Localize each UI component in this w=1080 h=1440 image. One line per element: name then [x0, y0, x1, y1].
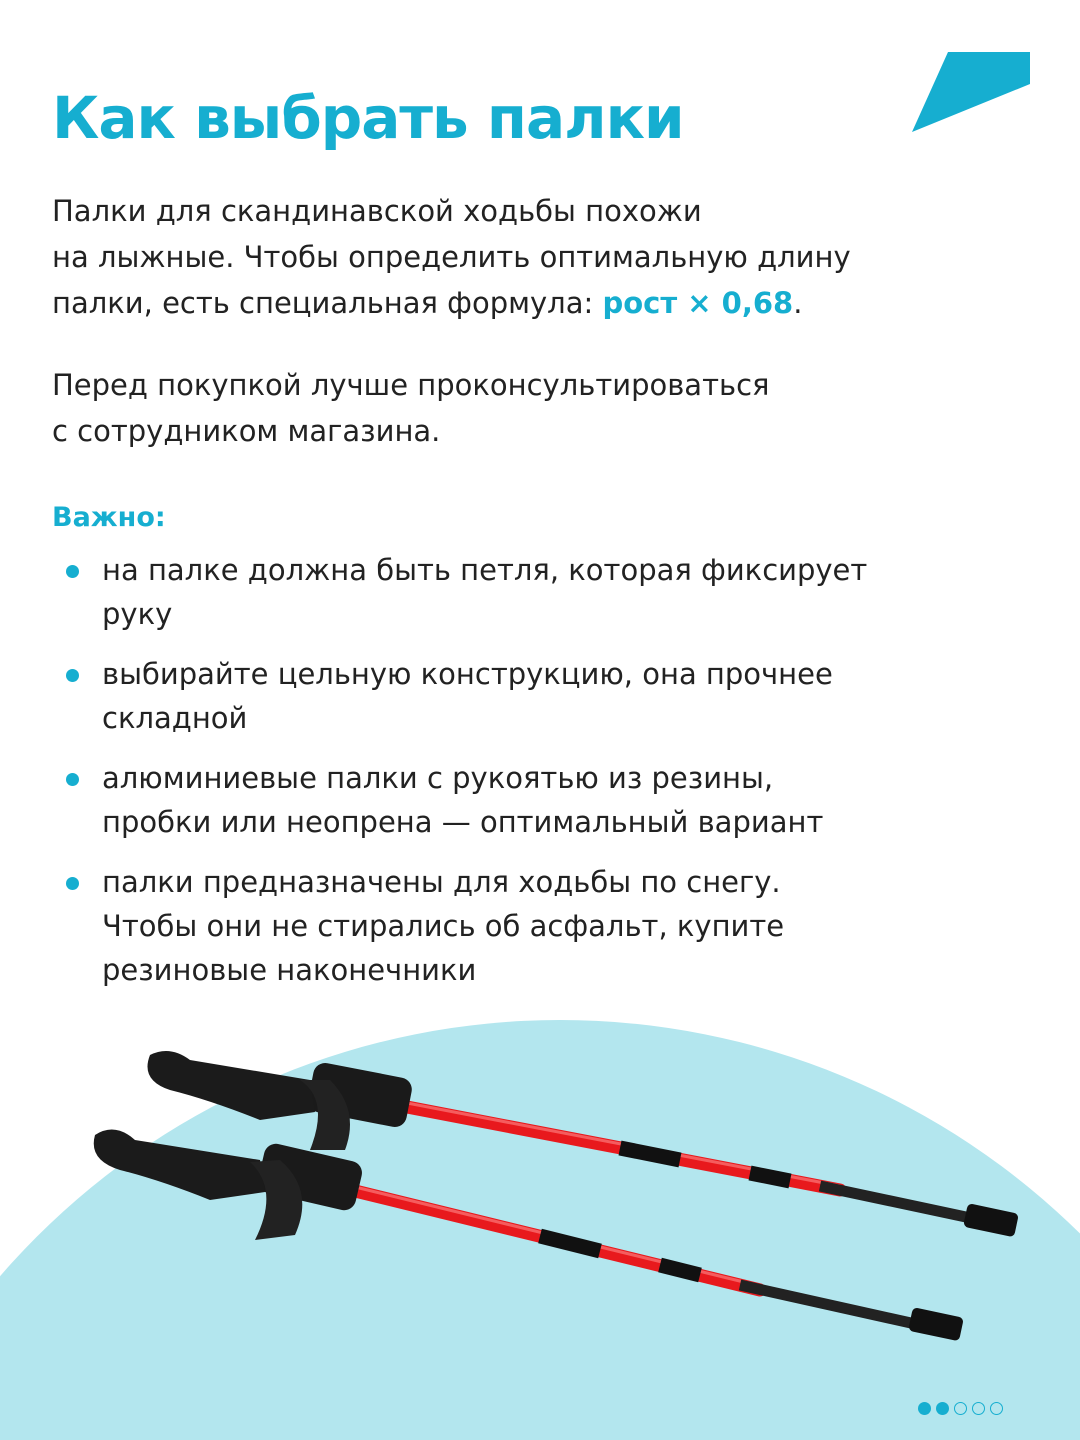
list-item	[0, 860, 1080, 992]
important-label: Важно:	[52, 502, 166, 533]
intro-line-2: на лыжные. Чтобы определить оптимальную длину	[52, 240, 851, 274]
advice-line-1: Перед покупкой лучше проконсультироваться	[52, 368, 770, 402]
list-item-line-2: руку	[102, 597, 173, 631]
list-item-line-1: палки предназначены для ходьбы по снегу.	[102, 865, 781, 899]
height-formula: рост × 0,68	[602, 286, 794, 320]
page-dot-5[interactable]	[990, 1402, 1003, 1415]
page-dot-3[interactable]	[954, 1402, 967, 1415]
page-dot-4[interactable]	[972, 1402, 985, 1415]
advice-line-2: с сотрудником магазина.	[52, 414, 441, 448]
tips-list	[0, 548, 1080, 1008]
corner-decoration	[912, 52, 1030, 132]
intro-line-1: Палки для скандинавской ходьбы похожи	[52, 194, 702, 228]
page-dot-1[interactable]	[918, 1402, 931, 1415]
bullet-dot-icon	[66, 877, 79, 890]
list-item	[0, 652, 1080, 740]
list-item-line-1: на палке должна быть петля, которая фиксирует	[102, 553, 868, 587]
nordic-walking-poles-image	[60, 1040, 1060, 1420]
bullet-dot-icon	[66, 773, 79, 786]
list-item-line-2: пробки или неопрена — оптимальный вариант	[102, 805, 824, 839]
list-item-line-1: алюминиевые палки с рукоятью из резины,	[102, 761, 774, 795]
intro-line-3: палки, есть специальная формула:	[52, 286, 603, 320]
pole-front	[94, 1130, 964, 1342]
list-item	[0, 756, 1080, 844]
bullet-dot-icon	[66, 565, 79, 578]
page-dot-2[interactable]	[936, 1402, 949, 1415]
advice-paragraph	[52, 362, 769, 454]
list-item-line-3: резиновые наконечники	[102, 953, 477, 987]
pagination-dots	[918, 1402, 1003, 1415]
list-item	[0, 548, 1080, 636]
intro-paragraph	[52, 188, 851, 326]
page-title: Как выбрать палки	[52, 84, 684, 152]
list-item-line-1: выбирайте цельную конструкцию, она прочнее	[102, 657, 833, 691]
list-item-line-2: Чтобы они не стирались об асфальт, купите	[102, 909, 785, 943]
list-item-line-2: складной	[102, 701, 248, 735]
intro-line-3-end: .	[793, 286, 803, 320]
bullet-dot-icon	[66, 669, 79, 682]
